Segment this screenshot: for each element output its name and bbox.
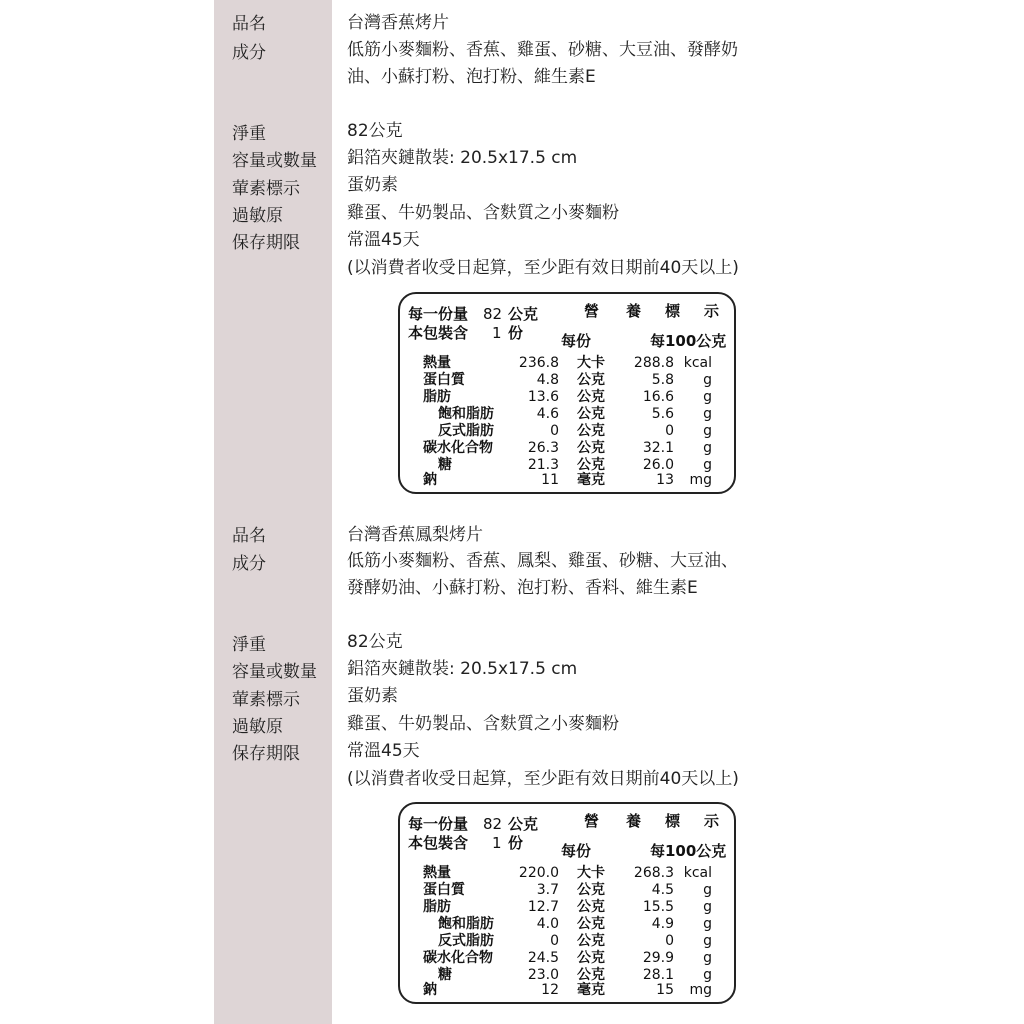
unit-per-100g: g — [703, 950, 712, 966]
field-value-allergens: 雞蛋、牛奶製品、含麩質之小麥麵粉 — [347, 714, 619, 734]
field-label-shelf-life: 保存期限 — [232, 744, 300, 764]
unit-per-100g: g — [703, 899, 712, 915]
title-char: 營 — [584, 812, 600, 830]
nutrient-name: 熱量 — [423, 865, 451, 881]
unit-per-serving: 公克 — [577, 372, 605, 388]
unit-per-100g: g — [703, 967, 712, 983]
unit-per-100g: mg — [689, 472, 712, 488]
unit-per-100g: g — [703, 372, 712, 388]
unit-per-100g: kcal — [683, 865, 712, 881]
unit-per-serving: 公克 — [577, 967, 605, 983]
title-char: 養 — [626, 812, 642, 830]
unit-per-100g: g — [703, 440, 712, 456]
nutrition-panel — [398, 802, 736, 1004]
nutrient-name: 鈉 — [423, 982, 437, 998]
title-char: 標 — [665, 302, 681, 320]
serving-label: 每一份量 — [408, 815, 469, 833]
value-per-100g: 28.1 — [642, 967, 674, 983]
unit-per-serving: 大卡 — [577, 865, 605, 881]
nutrient-name: 鈉 — [423, 472, 437, 488]
nutrient-name: 碳水化合物 — [423, 440, 493, 456]
value-per-100g: 0 — [665, 933, 674, 949]
unit-per-100g: g — [703, 457, 712, 473]
unit-per-serving: 毫克 — [577, 982, 605, 998]
per-100g-header: 每100公克 — [650, 842, 727, 860]
value-per-serving: 23.0 — [527, 967, 559, 983]
field-label-allergens: 過敏原 — [232, 717, 283, 737]
field-label-shelf-life: 保存期限 — [232, 233, 300, 253]
unit-per-serving: 大卡 — [577, 355, 605, 371]
field-label-ingredients: 成分 — [232, 554, 266, 574]
unit-per-100g: g — [703, 406, 712, 422]
value-per-serving: 13.6 — [527, 389, 559, 405]
field-label-ingredients: 成分 — [232, 43, 266, 63]
value-per-100g: 4.5 — [651, 882, 674, 898]
package-amount: 1 — [492, 324, 502, 342]
field-value-ingredients-line2: 油、小蘇打粉、泡打粉、維生素E — [347, 67, 596, 87]
nutrient-name: 蛋白質 — [423, 882, 465, 898]
value-per-serving: 0 — [550, 423, 559, 439]
field-value-shelf-life-line2: (以消費者收受日起算，至少距有效日期前40天以上) — [347, 769, 739, 789]
title-char: 示 — [704, 302, 720, 320]
value-per-100g: 4.9 — [651, 916, 674, 932]
value-per-serving: 21.3 — [527, 457, 559, 473]
nutrient-name: 糖 — [438, 967, 452, 983]
field-label-package: 容量或數量 — [232, 151, 317, 171]
value-per-serving: 11 — [541, 472, 559, 488]
value-per-100g: 15.5 — [642, 899, 674, 915]
package-amount: 1 — [492, 834, 502, 852]
serving-amount: 82 — [483, 305, 503, 323]
nutrient-name: 反式脂肪 — [438, 933, 494, 949]
field-label-name: 品名 — [232, 526, 266, 546]
value-per-100g: 32.1 — [642, 440, 674, 456]
unit-per-100g: g — [703, 423, 712, 439]
value-per-serving: 236.8 — [518, 355, 559, 371]
package-label: 本包裝含 — [408, 834, 469, 852]
value-per-100g: 288.8 — [633, 355, 674, 371]
field-value-shelf-life-line1: 常溫45天 — [347, 741, 420, 761]
field-value-ingredients-line1: 低筋小麥麵粉、香蕉、雞蛋、砂糖、大豆油、發酵奶 — [347, 40, 738, 60]
value-per-100g: 0 — [665, 423, 674, 439]
field-value-net-weight: 82公克 — [347, 632, 403, 652]
field-value-name: 台灣香蕉烤片 — [347, 13, 449, 33]
unit-per-serving: 公克 — [577, 457, 605, 473]
value-per-100g: 5.8 — [651, 372, 674, 388]
unit-per-100g: g — [703, 916, 712, 932]
serving-unit: 公克 — [508, 305, 539, 323]
unit-per-serving: 公克 — [577, 933, 605, 949]
nutrient-name: 飽和脂肪 — [438, 916, 494, 932]
per-serving-header: 每份 — [561, 332, 592, 350]
value-per-100g: 29.9 — [642, 950, 674, 966]
field-value-shelf-life-line2: (以消費者收受日起算，至少距有效日期前40天以上) — [347, 258, 739, 278]
field-label-diet: 葷素標示 — [232, 690, 300, 710]
value-per-100g: 13 — [656, 472, 674, 488]
field-value-allergens: 雞蛋、牛奶製品、含麩質之小麥麵粉 — [347, 203, 619, 223]
field-value-package: 鋁箔夾鏈散裝: 20.5x17.5 cm — [347, 148, 578, 168]
value-per-serving: 12.7 — [527, 899, 559, 915]
package-unit: 份 — [508, 324, 524, 342]
unit-per-100g: g — [703, 882, 712, 898]
unit-per-serving: 公克 — [577, 440, 605, 456]
nutrition-rows — [400, 804, 734, 1002]
unit-per-serving: 公克 — [577, 882, 605, 898]
per-serving-header: 每份 — [561, 842, 592, 860]
field-value-ingredients-line1: 低筋小麥麵粉、香蕉、鳳梨、雞蛋、砂糖、大豆油、 — [347, 551, 738, 571]
field-value-ingredients-line2: 發酵奶油、小蘇打粉、泡打粉、香料、維生素E — [347, 578, 698, 598]
field-label-package: 容量或數量 — [232, 662, 317, 682]
title-char: 養 — [626, 302, 642, 320]
unit-per-serving: 公克 — [577, 950, 605, 966]
value-per-100g: 5.6 — [651, 406, 674, 422]
value-per-serving: 4.8 — [536, 372, 559, 388]
unit-per-serving: 公克 — [577, 899, 605, 915]
serving-label: 每一份量 — [408, 305, 469, 323]
value-per-serving: 24.5 — [527, 950, 559, 966]
serving-unit: 公克 — [508, 815, 539, 833]
unit-per-serving: 毫克 — [577, 472, 605, 488]
unit-per-100g: g — [703, 933, 712, 949]
unit-per-serving: 公克 — [577, 406, 605, 422]
title-char: 營 — [584, 302, 600, 320]
nutrition-panel — [398, 292, 736, 494]
value-per-serving: 12 — [541, 982, 559, 998]
nutrient-name: 飽和脂肪 — [438, 406, 494, 422]
nutrient-name: 反式脂肪 — [438, 423, 494, 439]
per-100g-header: 每100公克 — [650, 332, 727, 350]
unit-per-100g: g — [703, 389, 712, 405]
field-value-name: 台灣香蕉鳳梨烤片 — [347, 525, 483, 545]
value-per-serving: 4.0 — [536, 916, 559, 932]
value-per-100g: 26.0 — [642, 457, 674, 473]
title-char: 示 — [704, 812, 720, 830]
field-label-net-weight: 淨重 — [232, 635, 266, 655]
value-per-100g: 16.6 — [642, 389, 674, 405]
nutrient-name: 熱量 — [423, 355, 451, 371]
unit-per-serving: 公克 — [577, 916, 605, 932]
value-per-serving: 4.6 — [536, 406, 559, 422]
field-value-net-weight: 82公克 — [347, 121, 403, 141]
nutrient-name: 碳水化合物 — [423, 950, 493, 966]
title-char: 標 — [665, 812, 681, 830]
field-value-diet: 蛋奶素 — [347, 686, 398, 706]
serving-amount: 82 — [483, 815, 503, 833]
value-per-serving: 0 — [550, 933, 559, 949]
package-label: 本包裝含 — [408, 324, 469, 342]
nutrient-name: 蛋白質 — [423, 372, 465, 388]
field-label-name: 品名 — [232, 14, 266, 34]
value-per-serving: 3.7 — [536, 882, 559, 898]
value-per-serving: 220.0 — [518, 865, 559, 881]
field-value-diet: 蛋奶素 — [347, 175, 398, 195]
field-value-shelf-life-line1: 常溫45天 — [347, 230, 420, 250]
unit-per-serving: 公克 — [577, 389, 605, 405]
field-label-net-weight: 淨重 — [232, 124, 266, 144]
field-label-diet: 葷素標示 — [232, 179, 300, 199]
unit-per-100g: kcal — [683, 355, 712, 371]
value-per-100g: 15 — [656, 982, 674, 998]
field-value-package: 鋁箔夾鏈散裝: 20.5x17.5 cm — [347, 659, 578, 679]
field-label-allergens: 過敏原 — [232, 206, 283, 226]
nutrient-name: 脂肪 — [423, 899, 451, 915]
nutrition-rows — [400, 294, 734, 492]
unit-per-serving: 公克 — [577, 423, 605, 439]
nutrient-name: 脂肪 — [423, 389, 451, 405]
value-per-serving: 26.3 — [527, 440, 559, 456]
value-per-100g: 268.3 — [633, 865, 674, 881]
nutrient-name: 糖 — [438, 457, 452, 473]
unit-per-100g: mg — [689, 982, 712, 998]
package-unit: 份 — [508, 834, 524, 852]
